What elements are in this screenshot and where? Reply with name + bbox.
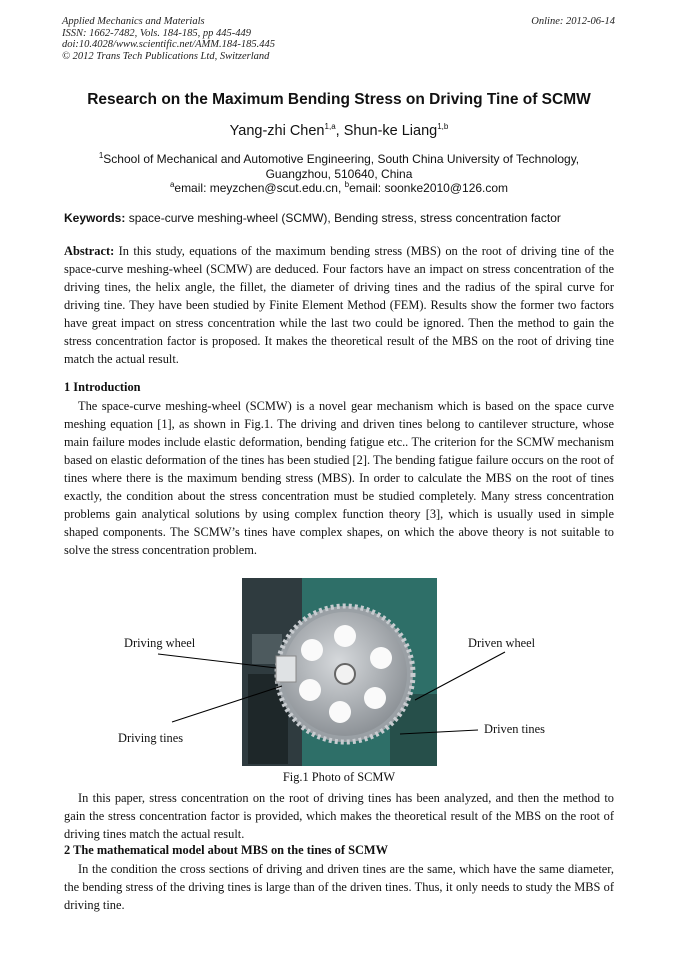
abstract-text: In this study, equations of the maximum bending stress (MBS) on the root of driving tine of the space-curve meshing-wheel (SCMW) are deduced. Four factors have an impact on stress concentration of the driving tines, the helix angle, the fillet, the diameter of driving tines and the radius of the spiral curve for driving tine. They have been studied by Finite Element Method (FEM). Results show the former two factors have great impact on stress concentration while the last two could be ignored. Then the method to gain the stress concentration factor is proposed. It makes the theoretical result of the MBS on the root of driving tine match the actual result.: [64, 244, 614, 366]
issn-line: ISSN: 1662-7482, Vols. 184-185, pp 445-449: [62, 27, 251, 39]
author-1: Yang-zhi Chen: [229, 123, 325, 139]
section-2-paragraph: In the condition the cross sections of driving and driven tines are the same, which have the same diameter, the bending stress of the driving tines is large than of the driven tines. Thus, it only needs to study the MBS of driving tine.: [64, 862, 614, 912]
affiliation-sup: 1: [98, 151, 104, 160]
wheel-hub: [335, 664, 355, 684]
doi-line: doi:10.4028/www.scientific.net/AMM.184-185.445: [62, 39, 275, 50]
scmw-photo: [242, 578, 437, 766]
online-date: Online: 2012-06-14: [531, 16, 615, 27]
figure-1: [0, 574, 678, 774]
copyright-line: © 2012 Trans Tech Publications Ltd, Switzerland: [62, 50, 270, 62]
label-driven-tines: Driven tines: [484, 722, 545, 736]
keywords-text: space-curve meshing-wheel (SCMW), Bending stress, stress concentration factor: [125, 211, 561, 225]
label-driving-wheel: Driving wheel: [124, 636, 196, 650]
email-line: $^a$email: meyzchen@scut.edu.cn, $^b$email: soonke2010@126.com: [169, 180, 509, 195]
label-driving-tines: Driving tines: [118, 731, 184, 745]
affiliation-block: [0, 152, 678, 196]
author-2-sup: 1,b: [437, 122, 449, 132]
author-1-sup: 1,a: [324, 122, 336, 132]
paper-title: Research on the Maximum Bending Stress on Driving Tine of SCMW: [87, 91, 591, 108]
affiliation-line-2: Guangzhou, 510640, China: [265, 166, 413, 181]
affiliation-line-1: $^1$School of Mechanical and Automotive Engineering, South China University of Technology,: [98, 151, 580, 166]
email-a[interactable]: email: meyzchen@scut.edu.cn,: [174, 181, 345, 195]
keywords-label: Keywords:: [64, 211, 126, 225]
section-2-heading: 2 The mathematical model about MBS on the tines of SCMW: [64, 843, 388, 857]
author-separator: ,: [335, 123, 344, 139]
driving-wheel-shape: [276, 656, 296, 682]
abstract-label: Abstract:: [64, 244, 115, 258]
section-1-heading: 1 Introduction: [64, 380, 141, 394]
journal-header: [62, 16, 542, 62]
journal-name: Applied Mechanics and Materials: [62, 16, 205, 27]
keywords-line: [64, 211, 624, 225]
email-b[interactable]: email: soonke2010@126.com: [349, 181, 509, 195]
section-1-paragraph: The space-curve meshing-wheel (SCMW) is a novel gear mechanism which is based on the space curve meshing equation [1], as shown in Fig.1. The driving and driven tines belong to cantilever structure, whose main failure modes include elastic deformation, bending fatigue etc.. The criterion for the SCMW mechanism based on elastic deformation of the tines has been studied [2]. The bending fatigue failure occurs on the root of tines where there is the maximum bending stress (MBS). In order to calculate the MBS on the root of tines exactly, the condition about the stress concentration must be studied completely. Many stress concentration problems gain analytical solutions by using complex function theory [3], which is usually used in simple shaped components. The SCMW’s tines have complex shapes, on which the above theory is not suitable to solve the stress concentration problem.: [64, 399, 614, 557]
author-2: Shun-ke Liang: [343, 123, 438, 139]
label-driven-wheel: Driven wheel: [468, 636, 536, 650]
figure-caption: Fig.1 Photo of SCMW: [282, 770, 396, 784]
author-line: [0, 123, 678, 139]
abstract: [64, 242, 614, 368]
paragraph-2: In this paper, stress concentration on the root of driving tines has been analyzed, and then the method to gain the stress concentration factor is provided, which makes the theoretical result of the MBS on the root of driving tines match the actual result.: [64, 791, 614, 841]
